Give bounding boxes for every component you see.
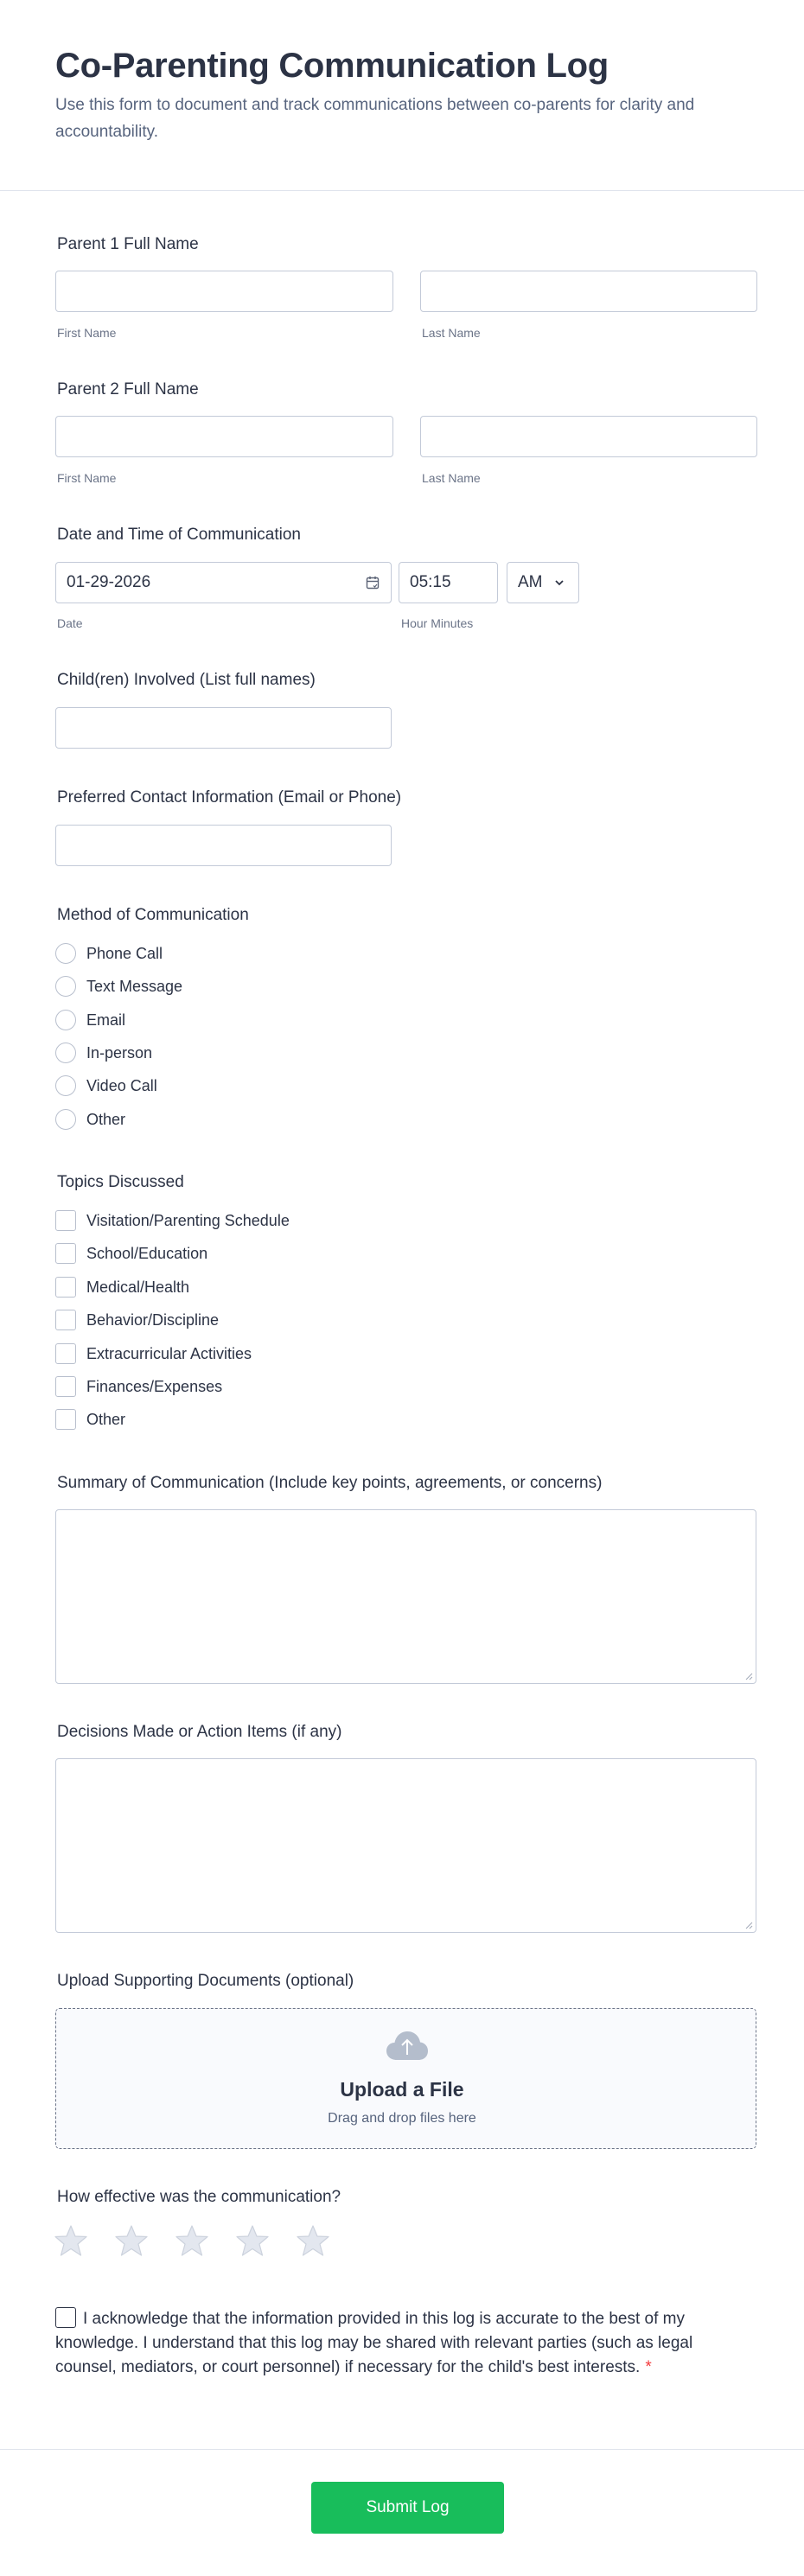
method-option-email[interactable]: Email [55,1009,125,1031]
submit-button[interactable]: Submit Log [311,2482,504,2534]
method-option-in-person[interactable]: In-person [55,1042,152,1064]
form-header [0,0,804,191]
topic-option-behavior[interactable]: Behavior/Discipline [55,1309,219,1331]
summary-label: Summary of Communication (Include key points, agreements, or concerns) [57,1474,603,1492]
checkbox[interactable] [55,1376,76,1397]
contact-label: Preferred Contact Information (Email or Phone) [57,788,402,807]
method-option-video-call[interactable]: Video Call [55,1074,157,1097]
acknowledgement-text: I acknowledge that the information provided in this log is accurate to the best of my knowledge. I understand that this log may be shared with relevant parties (such as legal counsel, mediators, or court personnel) if necessary for the child's best interests. [55,2310,693,2376]
star-icon[interactable] [235,2223,270,2258]
topic-option-visitation[interactable]: Visitation/Parenting Schedule [55,1209,290,1232]
method-option-text-message[interactable]: Text Message [55,975,182,998]
required-mark: * [645,2358,652,2376]
checkbox[interactable] [55,1277,76,1298]
form-subtitle: Use this form to document and track communications between co-parents for clarity and accountability. [55,96,695,141]
star-icon[interactable] [175,2223,209,2258]
checkbox[interactable] [55,1409,76,1430]
acknowledgement [55,2307,695,2380]
parent1-label: Parent 1 Full Name [57,235,199,253]
topics-label: Topics Discussed [57,1173,184,1191]
parent2-first-name-input[interactable] [55,416,393,457]
ampm-select[interactable]: AM [507,562,579,603]
parent2-last-name-input[interactable] [420,416,757,457]
topic-option-extracurricular[interactable]: Extracurricular Activities [55,1342,252,1365]
summary-textarea[interactable] [55,1509,756,1684]
parent1-last-name-sublabel: Last Name [422,326,481,340]
method-option-phone-call[interactable]: Phone Call [55,942,163,965]
resize-handle-icon[interactable] [744,1921,753,1929]
topic-option-other[interactable]: Other [55,1408,125,1431]
checkbox[interactable] [55,1210,76,1231]
checkbox[interactable] [55,1243,76,1264]
parent2-first-name-sublabel: First Name [57,471,117,485]
radio-button[interactable] [55,1010,76,1030]
parent2-last-name-sublabel: Last Name [422,471,481,485]
method-option-other[interactable]: Other [55,1108,125,1131]
star-rating [54,2223,330,2258]
radio-button[interactable] [55,943,76,964]
chevron-down-icon [553,578,565,587]
radio-button[interactable] [55,1043,76,1063]
rating-label: How effective was the communication? [57,2188,341,2206]
topic-option-medical[interactable]: Medical/Health [55,1276,189,1298]
date-sublabel: Date [57,616,83,630]
children-label: Child(ren) Involved (List full names) [57,671,316,689]
method-label: Method of Communication [57,906,249,924]
upload-label: Upload Supporting Documents (optional) [57,1972,354,1990]
decisions-label: Decisions Made or Action Items (if any) [57,1723,342,1741]
calendar-icon[interactable] [365,575,380,590]
parent1-first-name-input[interactable] [55,271,393,312]
radio-button[interactable] [55,1109,76,1130]
parent2-label: Parent 2 Full Name [57,380,199,399]
children-input[interactable] [55,707,392,749]
date-input[interactable]: 01-29-2026 [55,562,392,603]
star-icon[interactable] [114,2223,149,2258]
topic-option-school[interactable]: School/Education [55,1242,207,1265]
parent1-first-name-sublabel: First Name [57,326,117,340]
checkbox[interactable] [55,1310,76,1330]
radio-button[interactable] [55,976,76,997]
contact-input[interactable] [55,825,392,866]
datetime-label: Date and Time of Communication [57,526,301,544]
cloud-upload-icon [386,2031,429,2062]
radio-button[interactable] [55,1075,76,1096]
parent1-last-name-input[interactable] [420,271,757,312]
time-input[interactable]: 05:15 [399,562,498,603]
resize-handle-icon[interactable] [744,1672,753,1680]
upload-subtitle: Drag and drop files here [328,2111,476,2126]
topic-option-finances[interactable]: Finances/Expenses [55,1375,222,1398]
form-title: Co-Parenting Communication Log [55,47,609,85]
upload-title: Upload a File [340,2078,464,2101]
acknowledgement-checkbox[interactable] [55,2307,76,2328]
time-sublabel: Hour Minutes [401,616,474,630]
star-icon[interactable] [54,2223,88,2258]
checkbox[interactable] [55,1343,76,1364]
decisions-textarea[interactable] [55,1758,756,1933]
star-icon[interactable] [296,2223,330,2258]
